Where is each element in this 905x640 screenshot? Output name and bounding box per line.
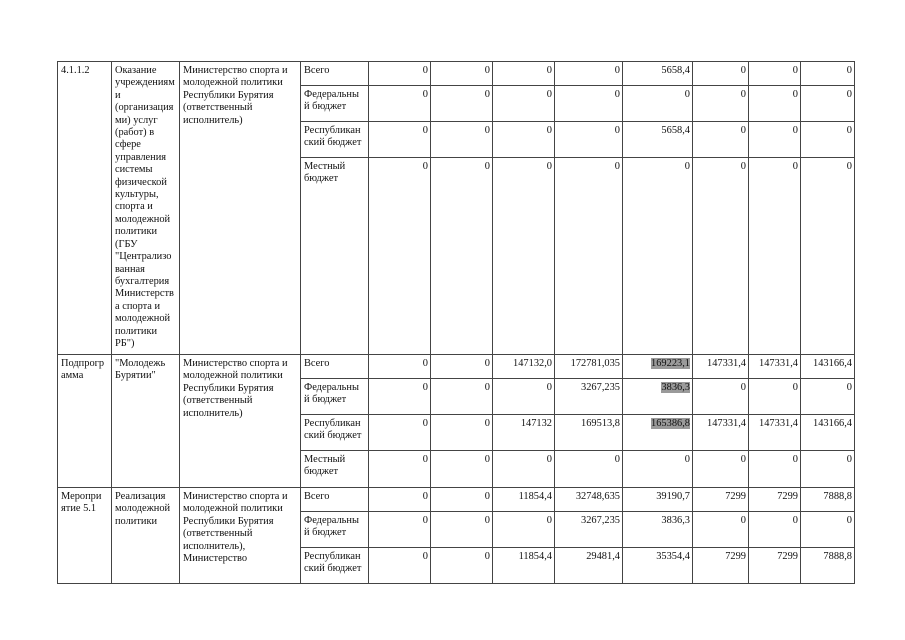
value-cell xyxy=(493,86,555,122)
highlighted-value: 3836,3 xyxy=(661,382,690,393)
cell-value: 0 xyxy=(846,454,852,465)
section-code: Меропри ятие 5.1 xyxy=(58,488,112,584)
cell-value: 147331,4 xyxy=(759,418,798,429)
value-cell xyxy=(555,86,623,122)
value-cell xyxy=(369,451,431,488)
cell-value: 0 xyxy=(792,382,798,393)
value-cell xyxy=(369,158,431,355)
cell-value: 5658,4 xyxy=(661,65,690,76)
value-cell xyxy=(493,548,555,584)
value-cell xyxy=(801,451,855,488)
value-cell xyxy=(693,488,749,512)
funding-source: Республикан ский бюджет xyxy=(301,415,369,451)
cell-value: 0 xyxy=(422,418,428,429)
cell-value: 7299 xyxy=(777,491,798,502)
value-cell xyxy=(493,355,555,379)
funding-source: Всего xyxy=(301,355,369,379)
funding-source: Федеральны й бюджет xyxy=(301,512,369,548)
section-executor: Министерство спорта и молодежной политики Республики Бурятия (ответственный исполнитель) xyxy=(180,355,301,488)
value-cell xyxy=(555,62,623,86)
cell-value: 0 xyxy=(614,65,620,76)
funding-source: Местный бюджет xyxy=(301,158,369,355)
cell-value: 0 xyxy=(484,358,490,369)
table-row xyxy=(58,355,855,379)
cell-value: 0 xyxy=(792,125,798,136)
cell-value: 0 xyxy=(546,382,552,393)
value-cell xyxy=(801,379,855,415)
value-cell xyxy=(623,379,693,415)
cell-value: 169513,8 xyxy=(581,418,620,429)
cell-value: 147132,0 xyxy=(513,358,552,369)
cell-value: 147331,4 xyxy=(707,418,746,429)
value-cell xyxy=(431,415,493,451)
section-name: Реализация молодежной политики xyxy=(112,488,180,584)
value-cell xyxy=(693,548,749,584)
cell-value: 0 xyxy=(846,125,852,136)
cell-value: 0 xyxy=(740,161,746,172)
highlighted-value: 165386,8 xyxy=(651,418,690,429)
cell-value: 0 xyxy=(422,382,428,393)
value-cell xyxy=(555,355,623,379)
cell-value: 0 xyxy=(546,454,552,465)
cell-value: 143166,4 xyxy=(813,418,852,429)
section-code: 4.1.1.2 xyxy=(58,62,112,355)
cell-value: 32748,635 xyxy=(575,491,620,502)
cell-value: 0 xyxy=(484,161,490,172)
cell-value: 172781,035 xyxy=(570,358,620,369)
value-cell xyxy=(493,488,555,512)
value-cell xyxy=(555,122,623,158)
value-cell xyxy=(431,86,493,122)
value-cell xyxy=(693,451,749,488)
cell-value: 0 xyxy=(422,89,428,100)
funding-source: Республикан ский бюджет xyxy=(301,548,369,584)
cell-value: 0 xyxy=(484,491,490,502)
cell-value: 0 xyxy=(792,161,798,172)
value-cell xyxy=(431,158,493,355)
value-cell xyxy=(623,415,693,451)
cell-value: 0 xyxy=(614,454,620,465)
cell-value: 0 xyxy=(614,89,620,100)
value-cell xyxy=(749,415,801,451)
cell-value: 0 xyxy=(546,161,552,172)
cell-value: 0 xyxy=(846,89,852,100)
cell-value: 39190,7 xyxy=(656,491,690,502)
table-body xyxy=(58,62,855,584)
cell-value: 35354,4 xyxy=(656,551,690,562)
cell-value: 147331,4 xyxy=(759,358,798,369)
cell-value: 0 xyxy=(546,89,552,100)
cell-value: 5658,4 xyxy=(661,125,690,136)
value-cell xyxy=(749,62,801,86)
cell-value: 0 xyxy=(422,515,428,526)
value-cell xyxy=(555,415,623,451)
section-executor: Министерство спорта и молодежной политики Республики Бурятия (ответственный исполнитель) xyxy=(180,62,301,355)
value-cell xyxy=(693,355,749,379)
cell-value: 0 xyxy=(422,161,428,172)
value-cell xyxy=(749,355,801,379)
value-cell xyxy=(555,158,623,355)
section-code: Подпрогр амма xyxy=(58,355,112,488)
value-cell xyxy=(749,512,801,548)
cell-value: 0 xyxy=(546,65,552,76)
value-cell xyxy=(431,122,493,158)
cell-value: 0 xyxy=(740,125,746,136)
cell-value: 7888,8 xyxy=(823,491,852,502)
value-cell xyxy=(369,415,431,451)
cell-value: 0 xyxy=(484,382,490,393)
cell-value: 0 xyxy=(484,125,490,136)
funding-source: Республикан ский бюджет xyxy=(301,122,369,158)
cell-value: 147331,4 xyxy=(707,358,746,369)
value-cell xyxy=(801,62,855,86)
value-cell xyxy=(693,512,749,548)
value-cell xyxy=(555,488,623,512)
value-cell xyxy=(431,451,493,488)
cell-value: 0 xyxy=(792,454,798,465)
cell-value: 7888,8 xyxy=(823,551,852,562)
value-cell xyxy=(555,512,623,548)
funding-source: Местный бюджет xyxy=(301,451,369,488)
cell-value: 11854,4 xyxy=(518,491,552,502)
cell-value: 0 xyxy=(484,551,490,562)
value-cell xyxy=(493,62,555,86)
value-cell xyxy=(693,158,749,355)
value-cell xyxy=(801,122,855,158)
value-cell xyxy=(623,122,693,158)
highlighted-value: 169223,1 xyxy=(651,358,690,369)
cell-value: 0 xyxy=(684,454,690,465)
value-cell xyxy=(801,512,855,548)
cell-value: 143166,4 xyxy=(813,358,852,369)
value-cell xyxy=(369,62,431,86)
value-cell xyxy=(369,122,431,158)
funding-source: Федеральны й бюджет xyxy=(301,379,369,415)
table-row xyxy=(58,62,855,86)
value-cell xyxy=(693,62,749,86)
cell-value: 0 xyxy=(684,161,690,172)
value-cell xyxy=(493,158,555,355)
value-cell xyxy=(801,415,855,451)
cell-value: 0 xyxy=(792,89,798,100)
cell-value: 0 xyxy=(422,454,428,465)
value-cell xyxy=(693,86,749,122)
value-cell xyxy=(369,548,431,584)
value-cell xyxy=(623,451,693,488)
value-cell xyxy=(801,86,855,122)
cell-value: 0 xyxy=(422,491,428,502)
value-cell xyxy=(801,548,855,584)
cell-value: 0 xyxy=(422,65,428,76)
value-cell xyxy=(431,548,493,584)
value-cell xyxy=(369,488,431,512)
cell-value: 7299 xyxy=(777,551,798,562)
cell-value: 0 xyxy=(792,515,798,526)
funding-source: Всего xyxy=(301,62,369,86)
value-cell xyxy=(801,158,855,355)
value-cell xyxy=(693,379,749,415)
cell-value: 0 xyxy=(484,65,490,76)
cell-value: 0 xyxy=(792,65,798,76)
value-cell xyxy=(623,158,693,355)
value-cell xyxy=(623,488,693,512)
cell-value: 0 xyxy=(846,382,852,393)
cell-value: 0 xyxy=(740,65,746,76)
cell-value: 0 xyxy=(740,89,746,100)
value-cell xyxy=(623,355,693,379)
cell-value: 0 xyxy=(484,418,490,429)
section-name: Оказание учреждениям и (организация ми) услуг (работ) в сфере управления системы физической культуры, спорта и молодежной политики (ГБУ "Централизо ванная бухгалтерия Министерств а спорта и молодежной политики РБ") xyxy=(112,62,180,355)
value-cell xyxy=(493,122,555,158)
cell-value: 0 xyxy=(484,515,490,526)
section-executor: Министерство спорта и молодежной политики Республики Бурятия (ответственный исполнитель), Министерство xyxy=(180,488,301,584)
cell-value: 0 xyxy=(740,382,746,393)
value-cell xyxy=(693,122,749,158)
cell-value: 0 xyxy=(614,125,620,136)
cell-value: 147132 xyxy=(520,418,552,429)
table-row xyxy=(58,488,855,512)
cell-value: 7299 xyxy=(725,551,746,562)
cell-value: 0 xyxy=(422,358,428,369)
cell-value: 0 xyxy=(740,454,746,465)
value-cell xyxy=(623,548,693,584)
value-cell xyxy=(801,355,855,379)
cell-value: 0 xyxy=(740,515,746,526)
cell-value: 0 xyxy=(546,125,552,136)
cell-value: 0 xyxy=(484,454,490,465)
cell-value: 0 xyxy=(484,89,490,100)
cell-value: 0 xyxy=(614,161,620,172)
value-cell xyxy=(749,122,801,158)
cell-value: 0 xyxy=(422,551,428,562)
value-cell xyxy=(369,379,431,415)
cell-value: 0 xyxy=(846,161,852,172)
value-cell xyxy=(369,86,431,122)
value-cell xyxy=(623,512,693,548)
value-cell xyxy=(749,86,801,122)
value-cell xyxy=(431,512,493,548)
cell-value: 3267,235 xyxy=(581,515,620,526)
value-cell xyxy=(431,355,493,379)
cell-value: 0 xyxy=(546,515,552,526)
funding-source: Федеральны й бюджет xyxy=(301,86,369,122)
cell-value: 7299 xyxy=(725,491,746,502)
value-cell xyxy=(749,488,801,512)
cell-value: 0 xyxy=(846,515,852,526)
value-cell xyxy=(555,379,623,415)
value-cell xyxy=(555,451,623,488)
value-cell xyxy=(693,415,749,451)
value-cell xyxy=(431,488,493,512)
cell-value: 0 xyxy=(684,89,690,100)
section-name: "Молодежь Бурятии" xyxy=(112,355,180,488)
value-cell xyxy=(555,548,623,584)
funding-source: Всего xyxy=(301,488,369,512)
value-cell xyxy=(369,355,431,379)
cell-value: 11854,4 xyxy=(518,551,552,562)
cell-value: 3836,3 xyxy=(661,515,690,526)
value-cell xyxy=(493,451,555,488)
value-cell xyxy=(431,62,493,86)
value-cell xyxy=(369,512,431,548)
cell-value: 0 xyxy=(422,125,428,136)
value-cell xyxy=(623,62,693,86)
value-cell xyxy=(493,512,555,548)
value-cell xyxy=(801,488,855,512)
value-cell xyxy=(749,548,801,584)
value-cell xyxy=(749,379,801,415)
value-cell xyxy=(623,86,693,122)
value-cell xyxy=(749,158,801,355)
cell-value: 3267,235 xyxy=(581,382,620,393)
value-cell xyxy=(493,379,555,415)
value-cell xyxy=(749,451,801,488)
cell-value: 0 xyxy=(846,65,852,76)
value-cell xyxy=(431,379,493,415)
value-cell xyxy=(493,415,555,451)
budget-table xyxy=(57,61,855,584)
cell-value: 29481,4 xyxy=(586,551,620,562)
